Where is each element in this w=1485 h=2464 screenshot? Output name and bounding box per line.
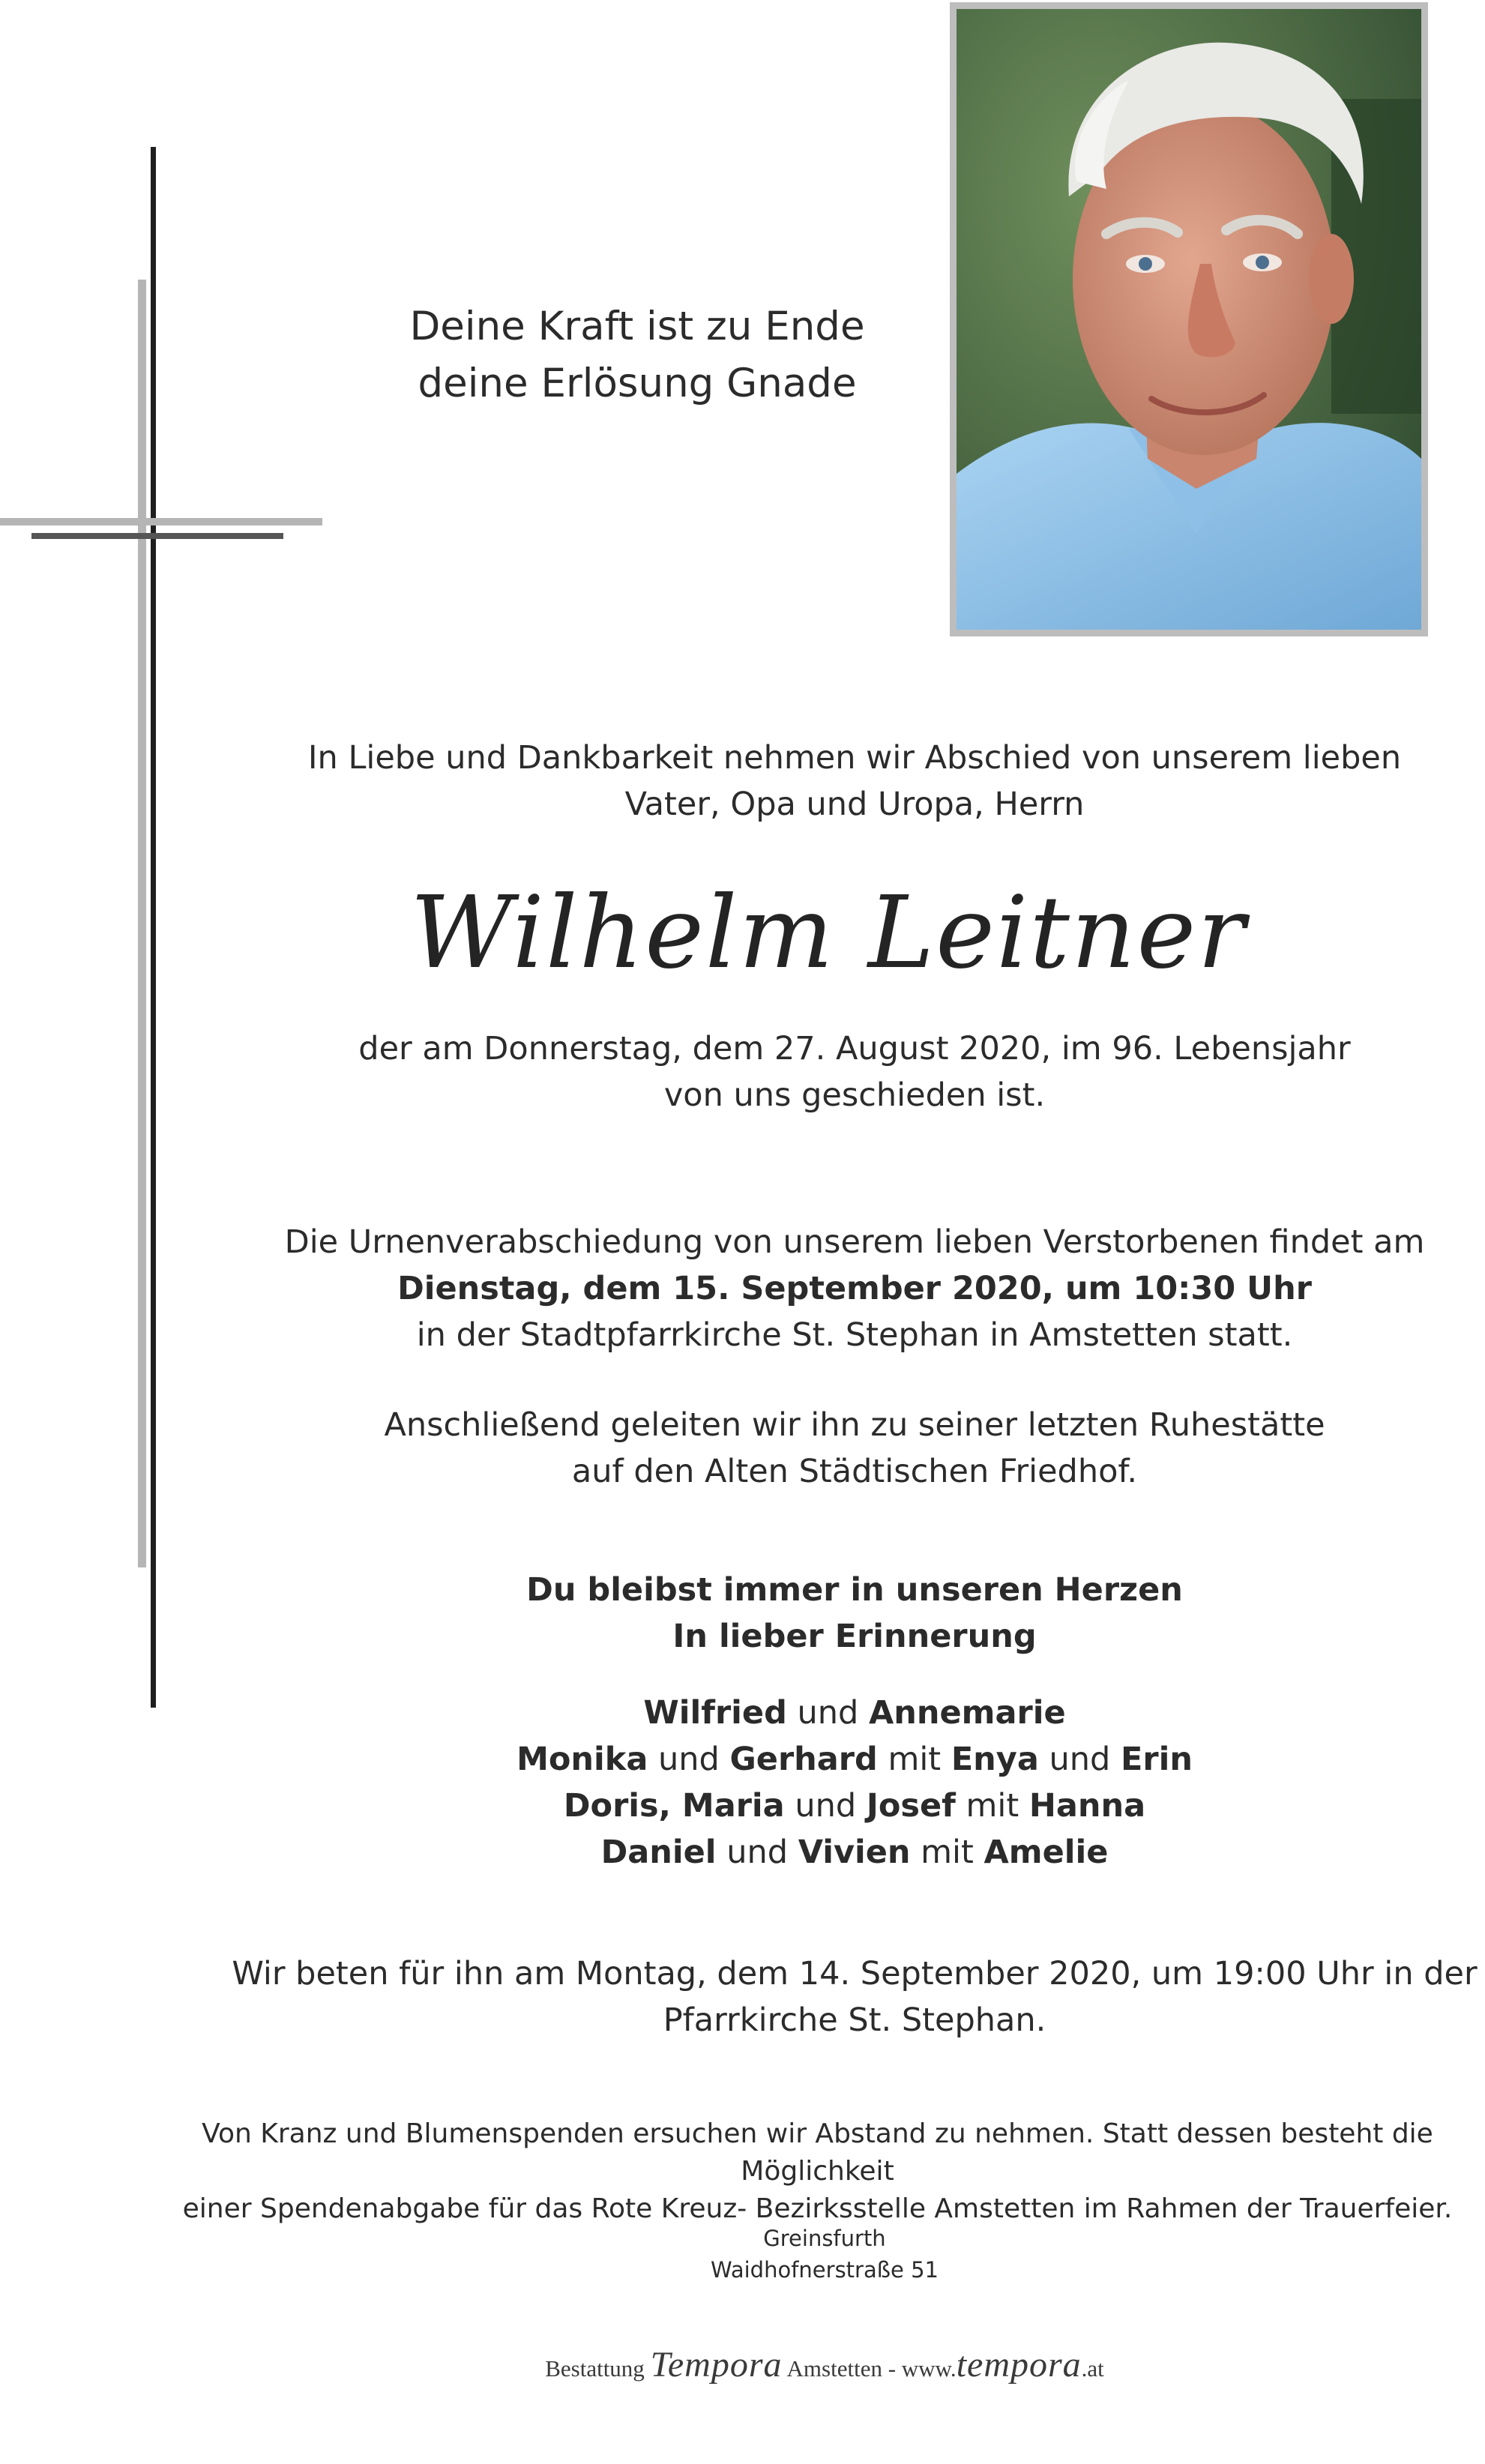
ceremony-line: Die Urnenverabschiedung von unserem lieben Verstorbenen findet am [284, 1223, 1425, 1261]
brand-logo-text: Tempora [650, 2345, 783, 2385]
connector: und [784, 1787, 867, 1825]
brand-url-text: tempora [956, 2345, 1082, 2385]
death-line: der am Donnerstag, dem 27. August 2020, im 96. Lebensjahr [358, 1030, 1351, 1067]
ceremony-date: Dienstag, dem 15. September 2020, um 10:30 Uhr [397, 1270, 1312, 1307]
connector: und [1038, 1741, 1121, 1778]
death-line: von uns geschieden ist. [663, 1076, 1046, 1114]
funeral-home-footer [375, 2343, 1274, 2391]
farewell-line: In lieber Erinnerung [672, 1618, 1037, 1655]
mourner-row [255, 1783, 1454, 1829]
address-line: Waidhofnerstraße 51 [711, 2257, 939, 2283]
mourner-name: Daniel [600, 1834, 717, 1871]
intro-line: Vater, Opa und Uropa, Herrn [624, 786, 1085, 823]
address-block [600, 2223, 1049, 2286]
connector: mit [955, 1787, 1029, 1825]
prayer-info [225, 1951, 1484, 2043]
connector: und [716, 1834, 798, 1871]
burial-info [255, 1402, 1454, 1495]
mourner-name: Monika [516, 1741, 648, 1778]
prayer-line: Pfarrkirche St. Stephan. [663, 2001, 1046, 2039]
death-notice [255, 1025, 1454, 1118]
ceremony-info [255, 1219, 1454, 1358]
mourner-name: Vivien [798, 1834, 911, 1871]
connector: und [648, 1741, 730, 1778]
footer-suffix: .at [1081, 2355, 1104, 2382]
memorial-quote [345, 298, 930, 412]
connector: mit [877, 1741, 951, 1778]
farewell-line: Du bleibst immer in unseren Herzen [526, 1571, 1183, 1609]
address-line: Greinsfurth [763, 2226, 886, 2251]
mourner-name: Enya [951, 1741, 1039, 1778]
footer-middle: Amstetten - www. [782, 2355, 957, 2382]
mourner-name: Gerhard [729, 1741, 878, 1778]
mourner-name: Doris, Maria [563, 1787, 785, 1825]
cross-dark-horizontal-bar [31, 533, 283, 539]
portrait-illustration [957, 9, 1421, 630]
connector: mit [910, 1834, 984, 1871]
donation-note [150, 2115, 1485, 2228]
mourners-list [255, 1690, 1454, 1876]
connector: und [786, 1694, 870, 1732]
intro-line: In Liebe und Dankbarkeit nehmen wir Abschied von unserem lieben [307, 739, 1402, 777]
ceremony-location: in der Stadtpfarrkirche St. Stephan in Amstetten statt. [416, 1316, 1293, 1354]
mourner-row [255, 1736, 1454, 1783]
portrait-photo [950, 2, 1428, 636]
mourner-name: Wilfried [643, 1694, 787, 1732]
farewell-text [255, 1567, 1454, 1660]
mourner-name: Annemarie [869, 1694, 1066, 1732]
footer-prefix: Bestattung [545, 2355, 651, 2382]
mourner-name: Amelie [984, 1834, 1109, 1871]
intro-text [255, 735, 1454, 828]
cross-light-horizontal-bar [0, 518, 322, 525]
deceased-name: Wilhelm Leitner [410, 876, 1247, 991]
cross-dark-vertical-bar [151, 147, 156, 1708]
prayer-line: Wir beten für ihn am Montag, dem 14. September 2020, um 19:00 Uhr in der [232, 1955, 1478, 1992]
burial-line: Anschließend geleiten wir ihn zu seiner letzten Ruhestätte [384, 1406, 1325, 1444]
cross-light-vertical-bar [138, 280, 146, 1567]
donation-line: einer Spendenabgabe für das Rote Kreuz- Bezirksstelle Amstetten im Rahmen der Trauerfeier. [182, 2193, 1453, 2224]
quote-line: deine Erlösung Gnade [418, 361, 857, 406]
mourner-row [255, 1690, 1454, 1736]
mourner-name: Josef [866, 1787, 956, 1825]
mourner-name: Erin [1121, 1741, 1193, 1778]
burial-line: auf den Alten Städtischen Friedhof. [571, 1453, 1138, 1490]
mourner-row [255, 1829, 1454, 1876]
quote-line: Deine Kraft ist zu Ende [409, 304, 865, 349]
mourner-name: Hanna [1028, 1787, 1146, 1825]
donation-line: Von Kranz und Blumenspenden ersuchen wir Abstand zu nehmen. Statt dessen besteht die Möglichkeit [202, 2118, 1433, 2187]
